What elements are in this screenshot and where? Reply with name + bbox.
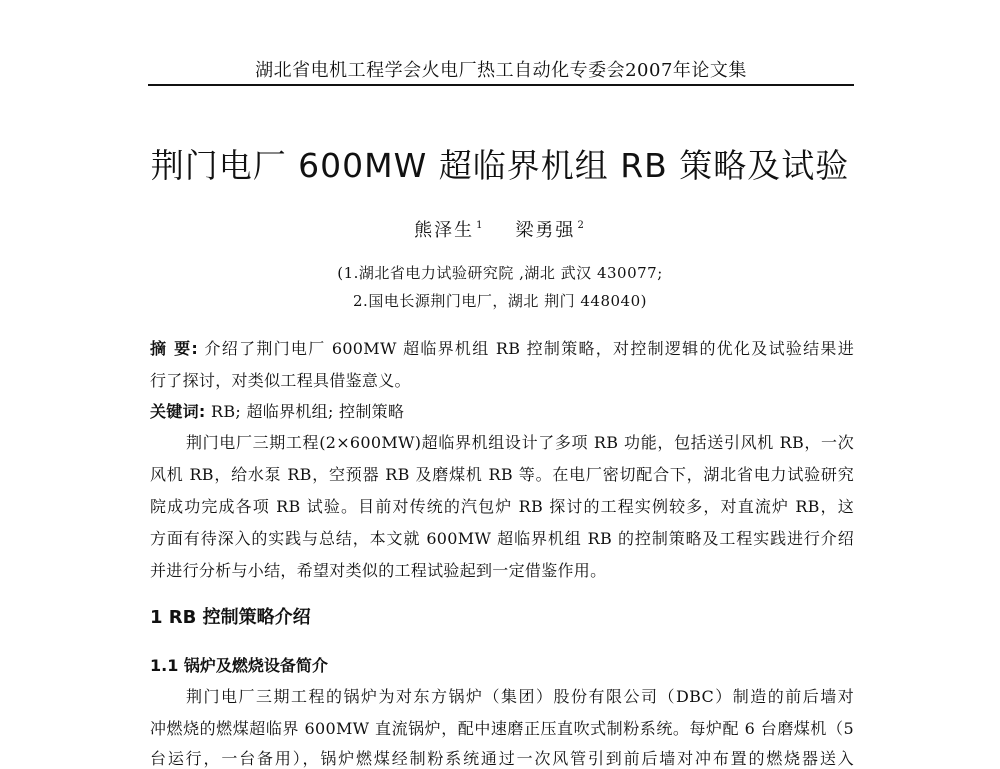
body-line: 风机 RB，给水泵 RB，空预器 RB 及磨煤机 RB 等。在电厂密切配合下，湖北省电力试验研究 <box>150 465 854 484</box>
keywords-label: 关键词: <box>150 402 206 421</box>
body-line: 方面有待深入的实践与总结，本文就 600MW 超临界机组 RB 的控制策略及工程实践进行介绍 <box>150 529 854 548</box>
author-affil-marker: 1 <box>476 220 485 231</box>
abstract-text: 介绍了荆门电厂 600MW 超临界机组 RB 控制策略，对控制逻辑的优化及试验结果进 <box>204 339 855 358</box>
abstract-line <box>150 336 854 359</box>
body-line: 冲燃烧的燃煤超临界 600MW 直流锅炉，配中速磨正压直吹式制粉系统。每炉配 6 台磨煤机（5 <box>150 719 854 738</box>
running-header: 湖北省电机工程学会火电厂热工自动化专委会2007年论文集 <box>255 60 747 81</box>
header-rule <box>148 84 854 86</box>
keywords-text: RB; 超临界机组; 控制策略 <box>211 402 405 421</box>
affiliation-line: (1.湖北省电力试验研究院 ,湖北 武汉 430077; <box>337 264 663 282</box>
subsection-heading: 1.1 锅炉及燃烧设备简介 <box>150 656 328 675</box>
body-line: 院成功完成各项 RB 试验。目前对传统的汽包炉 RB 探讨的工程实例较多，对直流炉 RB，这 <box>150 497 854 516</box>
abstract-label: 摘 要: <box>150 339 199 358</box>
author-name: 熊泽生 <box>414 220 475 241</box>
keywords-line <box>150 399 854 422</box>
abstract-line: 行了探讨，对类似工程具借鉴意义。 <box>150 371 411 390</box>
body-line: 荆门电厂三期工程的锅炉为对东方锅炉（集团）股份有限公司（DBC）制造的前后墙对 <box>186 687 854 706</box>
author-affil-marker: 2 <box>577 220 586 231</box>
author-name: 梁勇强 <box>515 220 576 241</box>
body-line: 台运行，一台备用），锅炉燃煤经制粉系统通过一次风管引到前后墙对冲布置的燃烧器送入 <box>150 749 854 768</box>
body-line: 并进行分析与小结，希望对类似的工程试验起到一定借鉴作用。 <box>150 561 607 580</box>
affiliation-line: 2.国电长源荆门电厂，湖北 荆门 448040) <box>353 292 647 310</box>
body-line: 荆门电厂三期工程(2×600MW)超临界机组设计了多项 RB 功能，包括送引风机 RB，一次 <box>186 433 854 452</box>
section-heading: 1 RB 控制策略介绍 <box>150 607 311 628</box>
author-list <box>300 216 700 242</box>
paper-title: 荆门电厂 600MW 超临界机组 RB 策略及试验 <box>150 146 850 185</box>
